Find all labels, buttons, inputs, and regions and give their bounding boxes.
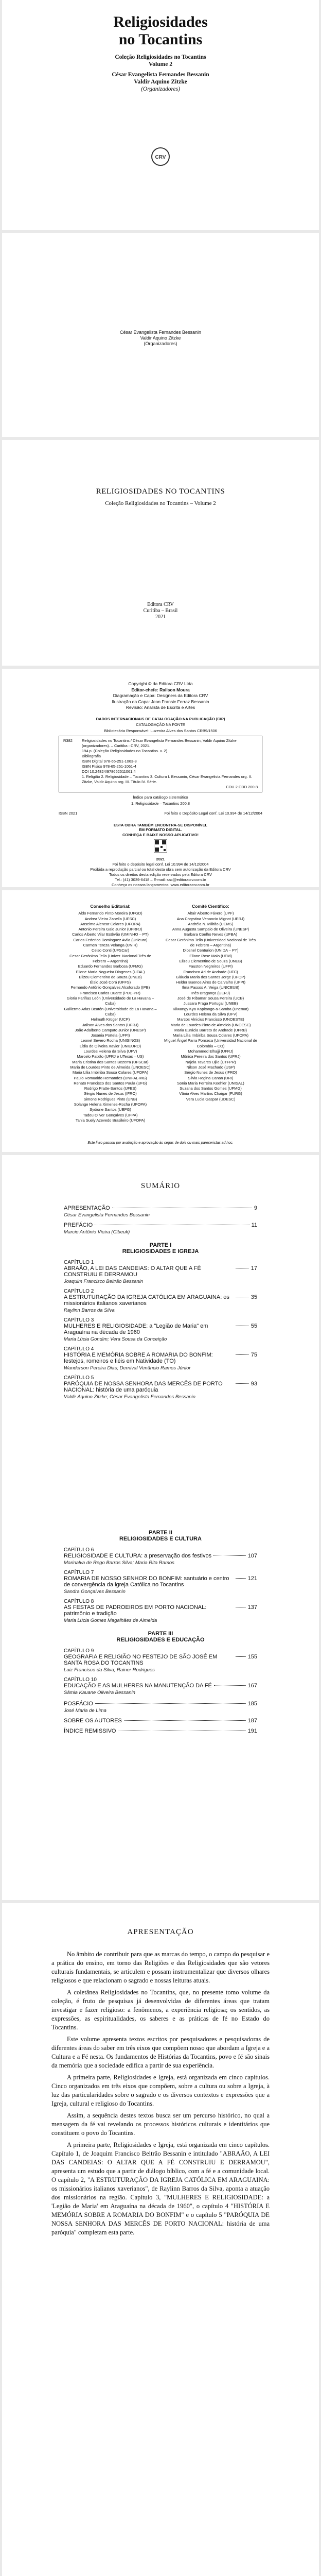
presentation-page	[2, 1903, 319, 2576]
council-member: Lídia de Oliveira Xavier (UNIEURO)	[79, 1043, 141, 1048]
rights-line-1: ESTA OBRA TAMBÉM ENCONTRA-SE DISPONÍVEL	[113, 822, 208, 827]
cip-body-8: CDU 2 CDD 200.8	[226, 785, 258, 789]
toc-entry[interactable]	[64, 1728, 257, 1738]
toc-page-number: 35	[251, 1294, 257, 1300]
cover-title	[2, 13, 319, 48]
council-member: Vera Lucia Gaspar (UDESC)	[186, 1096, 236, 1101]
council-member: Nilson José Machado (USP)	[186, 1064, 235, 1070]
toc-entry[interactable]	[64, 1648, 257, 1673]
presentation-paragraph: Assim, a sequência destes textos busca ser um percurso histórico, no qual a mensagem da fé vai revelando os processos históricos culturais e identitários que constituem o povo do Tocantins.	[51, 2112, 270, 2137]
council-member: Suzana dos Santos Gomes (UFMG)	[180, 1086, 242, 1091]
toc-entry-title: EDUCAÇÃO E AS MULHERES NA MANUTENÇÃO DA FÉ	[64, 1683, 212, 1689]
presentation-paragraph: A primeira parte, Religiosidades e Igreja, está organizada em cinco capítulos. Capítulo 1, de Joaquim Francisco Beltrão Bessanin e intitulado "ABRAÃO, A LEI DAS CANDEIAS: O ALTAR QUE A FÉ CONSTRUIU E DERRAMOU", apresenta um estudo que a partir de diálogo bíblico, com a fé e a comunidade local. O capítulo 2, "A ESTRUTURAÇÃO DA IGREJA CATÓLICA EM ARAGUAINA: os missionários italianos xaverianos", de Raylinn Barros da Silva, aponta a atuação dos missionários na região. Capítulo 3, "MULHERES E RELIGIOSIDADE: a 'Legião de Maria' em Araguaína na década de 1960", o capítulo 4 "HISTÓRIA E MEMÓRIA SOBRE A ROMARIA DO BONFIM" e o capítulo 5 "PARÓQUIA DE NOSSA SENHORA DAS MERCÊS DE PORTO NACIONAL: história de uma paróquia" completam esta parte.	[51, 2141, 270, 2236]
cip-title: DADOS INTERNACIONAIS DE CATALOGAÇÃO NA PUBLICAÇÃO (CIP)	[96, 716, 225, 721]
toc-leader-dots	[236, 1656, 246, 1657]
council-member: Celso Conti (UFSCar)	[92, 948, 129, 953]
toc-entry[interactable]	[64, 1375, 257, 1400]
council-member: Paulo Romualdo Hernandes (UNIFAL-MG)	[74, 1075, 147, 1080]
council-member: Gloria Fariñas León (Universidade de La Havana – Cuba)	[66, 996, 154, 1006]
toc-page-number: 17	[251, 1265, 257, 1272]
cip-body-2: 194 p. (Coleção Religiosidades no Tocantins. v. 2)	[82, 749, 168, 753]
council-member: Helder Buenos Aires de Carvalho (UFPI)	[175, 980, 246, 985]
toc-chapter-number: CAPÍTULO 5	[64, 1375, 94, 1381]
toc-entry-author: Marinalva de Rego Barros Silva; Maria Rita Ramos	[64, 1560, 174, 1566]
cover-title-line2: no Tocantins	[118, 31, 203, 48]
toc-entry-title: GEOGRAFIA E RELIGIÃO NO FESTEJO DE SÃO JOSÉ EM SANTA ROSA DO TOCANTINS	[64, 1654, 218, 1666]
toc-page-number: 55	[251, 1323, 257, 1329]
council-member: Josania Portela (UFPI)	[91, 1033, 130, 1038]
toc-chapter-number: CAPÍTULO 4	[64, 1346, 94, 1352]
toc-leader-dots	[214, 1685, 246, 1686]
contact-line-4: Todos os direitos desta edição reservados pela Editora CRV	[109, 872, 212, 877]
toc-page	[2, 1155, 319, 1900]
index-line: 1. Religiosidade – Tocantins 200.8	[131, 801, 190, 806]
isbn-left: ISBN 2021	[59, 811, 78, 816]
toc-entry-author: José Maria de Lima	[64, 1708, 106, 1714]
council-member: Eliane Rose Maio (UEM)	[189, 953, 232, 958]
toc-entry[interactable]	[64, 1547, 257, 1566]
toc-entry-title: PARÓQUIA DE NOSSA SENHORA DAS MERCÊS DE PORTO NACIONAL: história de uma paróquia	[64, 1381, 223, 1393]
toc-entry-title: POSFÁCIO	[64, 1701, 93, 1707]
title-page	[2, 440, 319, 666]
cover-page	[2, 0, 319, 230]
toc-entry-title: AS FESTAS DE PADROEIROS EM PORTO NACIONAL: patrimônio e tradição	[64, 1604, 207, 1617]
council-member: Aldo Fernando Pinto Moreira (UFGD)	[78, 911, 142, 916]
editorial-council-list	[64, 911, 157, 1123]
toc-chapter-number: CAPÍTULO 7	[64, 1570, 94, 1575]
cip-subtitle: CATALOGAÇÃO NA FONTE	[136, 722, 185, 727]
toc-page-number: 185	[247, 1701, 257, 1707]
council-member: Maria Lília Imbiriba Sousa Colares (UFOPA)	[73, 1070, 148, 1075]
toc-entry-author: Joaquim Francisco Beltrão Bessanin	[64, 1279, 144, 1284]
copyright-line-4: Ilustração da Capa: Jean Fransic Ferraz Bessanin	[112, 699, 209, 704]
cover-title-line1: Religiosidades	[113, 13, 208, 30]
toc-entry-title: SOBRE OS AUTORES	[64, 1718, 122, 1724]
council-member: Anselmo Alencar Colares (UFOPA)	[80, 921, 140, 926]
council-member: Simone Rodrigues Pinto (UNB)	[83, 1096, 137, 1101]
presentation-paragraph: A primeira parte, Religiosidades e Igreja, está organizada em cinco capítulos. Cinco organizados em três eixos que compõem, sobre a cultura ou sobre a Igreja, à luz das particularidades sobre o sagrado e os diversos contextos e expressões que a Igreja, cultural e religioso do Tocantins.	[51, 2074, 270, 2107]
toc-entry[interactable]	[64, 1701, 257, 1714]
scientific-committee-list	[164, 911, 257, 1102]
council-member: Sonia Maria Ferreira Koehler (UNISAL)	[177, 1080, 244, 1086]
council-member: Vânia Alves Martins Chaigar (FURG)	[179, 1091, 242, 1096]
toc-entry[interactable]	[64, 1570, 257, 1595]
title-page-publisher: Editora CRV	[147, 602, 174, 607]
council-member: Maria Lília Imbiriba Sousa Colares (UFOPA)	[173, 1033, 248, 1038]
council-member: Diosnel Centurion (UNIDA – PY)	[183, 948, 239, 953]
council-member: Helmuth Krüger (UCP)	[91, 1017, 130, 1022]
toc-part1-title: RELIGIOSIDADES E IGREJA	[122, 1248, 199, 1255]
presentation-paragraph: A coletânea Religiosidades no Tocantins, que, no presente tomo volume da coleção, é fruto de pesquisas já desenvolvidas de diferentes áreas que tratam investigar e fazer religioso: a fenômenos, a experiência religiosa; os sentidos, as expressões, as espiritualidades, os saberes e as práticas de fé no Estado do Tocantins.	[51, 1989, 270, 2031]
title-page-subtitle: Coleção Religiosidades no Tocantins – Volume 2	[105, 500, 216, 506]
toc-page-number: 121	[247, 1575, 257, 1582]
council-member: Silvia Regina Canan (URI)	[188, 1075, 234, 1080]
toc-entry-author: Valdir Aquino Zitzke; César Evangelista Fernandes Bessanin	[64, 1394, 195, 1400]
toc-entry-title: ROMARIA DE NOSSO SENHOR DO BONFIM: santuário e centro de convergência da igreja Católica no Tocantins	[64, 1575, 229, 1588]
council-member: Cesar Gerónimo Tello (Univer. Nacional Três de Febrero – Argentina)	[69, 953, 151, 963]
toc-entry-author: Raylinn Barros da Silva	[64, 1308, 115, 1313]
council-member: Anna Augusta Sampaio de Oliveira (UNESP)	[172, 927, 249, 932]
council-member: Marcelo Paixão (UFRJ e UTexas – US)	[77, 1054, 144, 1059]
council-member: Maria Eurácia Barreto de Andrade (UFRB)	[174, 1027, 247, 1032]
toc-page-number: 187	[247, 1718, 257, 1724]
council-member: Leonel Severo Rocha (UNISINOS)	[80, 1038, 140, 1043]
toc-part1-label: PARTE I	[149, 1242, 172, 1248]
cip-body-7: 1. Religião 2. Religiosidade – Tocantins 3. Cultura I. Bessanin, César Evangelista Fernandes org. II. Zitzke, Valdir Aquino org. III. Título IV. Série.	[82, 774, 252, 784]
toc-chapter-number: CAPÍTULO 10	[64, 1677, 97, 1683]
council-member: Sydione Santos (UEPG)	[90, 1107, 131, 1112]
council-member: Ana Chrystina Venancio Mignot (UERJ)	[176, 916, 245, 921]
toc-entry-title: RELIGIOSIDADE E CULTURA: a preservação dos festivos	[64, 1553, 212, 1559]
editorial-council-title: Conselho Editorial:	[90, 904, 131, 909]
contact-line-2: Foi feito o depósito legal conf. Lei 10.994 de 14/12/2004	[112, 862, 209, 867]
toc-entry-author: Marcio Antônio Vieira (Cibeuk)	[64, 1229, 130, 1235]
toc-part3-label: PARTE III	[148, 1631, 173, 1637]
councils-page	[2, 890, 319, 1152]
toc-page-number: 75	[251, 1352, 257, 1358]
presentation-title: APRESENTAÇÃO	[127, 1928, 194, 1936]
copyright-page	[2, 669, 319, 887]
toc-chapter-number: CAPÍTULO 8	[64, 1599, 94, 1604]
council-member: Rodrigo Pratte-Santos (UFES)	[84, 1086, 137, 1091]
council-member: Solange Helena Ximenes-Rocha (UFOPA)	[74, 1101, 147, 1107]
rights-line-2: EM FORMATO DIGITAL.	[138, 827, 183, 832]
toc-entry[interactable]	[64, 1599, 257, 1623]
cip-body-5: ISBN Físico 978-65-251-1061-4	[82, 764, 136, 769]
council-member: Lourdes Helena da Silva (UFV)	[83, 1049, 137, 1054]
title-page-title: RELIGIOSIDADES NO TOCANTINS	[96, 487, 225, 496]
toc-entry[interactable]	[64, 1205, 257, 1218]
cip-body-1: Religiosidades no Tocantins / César Evangelista Fernandes Bessanin, Valdir Aquino Zitzke (organizadores). – Curitiba : CRV, 2021.	[82, 738, 237, 748]
toc-page-number: 191	[247, 1728, 257, 1734]
council-member: Najela Tavares Ujiie (UTFPR)	[185, 1059, 236, 1064]
rights-line-3: CONHEÇA E BAIXE NOSSO APLICATIVO!	[122, 832, 199, 837]
toc-chapter-number: CAPÍTULO 1	[64, 1260, 94, 1265]
cip-librarian: Bibliotecária Responsável: Luzenira Alves dos Santos CRB9/1506	[104, 728, 217, 733]
council-member: Maria de Lourdes Pinto de Almeida (UNOESC)	[170, 1022, 251, 1027]
council-member: Carlos Federico Dominguez Avila (Unieuro)	[73, 937, 148, 942]
council-member: Marcos Vinicius Francisco (UNOESTE)	[177, 1017, 244, 1022]
council-member: Kilwangy Kya Kapitango-a-Samba (Unemat)	[172, 1006, 249, 1011]
copyright-line-2: Editor-chefe: Railson Moura	[131, 687, 190, 692]
cover-logo-icon	[150, 146, 171, 167]
toc-entry-author: Sâmia Kauane Oliveira Bessanin	[64, 1690, 135, 1696]
council-member: Elione Maria Nogueira Diogenes (UFAL)	[76, 969, 145, 974]
toc-entry-title: A ESTRUTURAÇÃO DA IGREJA CATÓLICA EM ARAGUAINA: os missionários italianos xaverianos	[64, 1294, 229, 1307]
contact-line-3: Proibida a reprodução parcial ou total desta obra sem autorização da Editora CRV	[90, 867, 231, 872]
toc-page-number: 137	[247, 1604, 257, 1611]
toc-chapter-number: CAPÍTULO 2	[64, 1289, 94, 1294]
council-member: Renato Francisco dos Santos Paula (UFG)	[74, 1080, 147, 1086]
toc-entry[interactable]	[64, 1222, 257, 1235]
toc-entry-author: Sandra Gonçalves Bessanin	[64, 1589, 126, 1595]
council-member: Mohammed Elhajji (UFRJ)	[188, 1049, 234, 1054]
council-member: Tania Suely Azevedo Brasileiro (UFOPA)	[75, 1117, 146, 1123]
toc-entry-author: Maria Lúcia Gomes Magalhães de Almeida	[64, 1618, 157, 1623]
toc-entry[interactable]	[64, 1346, 257, 1371]
toc-entry-author: César Evangelista Fernandes Bessanin	[64, 1212, 150, 1218]
toc-page-number: 9	[254, 1205, 257, 1211]
cover-logo-text: CRV	[155, 155, 166, 160]
toc-page-number: 107	[247, 1553, 257, 1559]
council-member: Míguel Ángel Parra Fonseca (Universidad Nacional de Colombia – CO)	[164, 1038, 257, 1048]
contact-line-5: Tel.: (41) 3039-6418 – E-mail: sac@editoracrv.com.br	[115, 877, 206, 882]
copyright-line-1: Copyright © da Editora CRV Ltda	[128, 681, 193, 686]
toc-entry-title: HISTÓRIA E MEMÓRIA SOBRE A ROMARIA DO BONFIM: festejos, romeiros e fiéis em Natividade (TO)	[64, 1352, 213, 1364]
half-title-editor-2: Valdir Aquino Zitzke	[140, 335, 181, 341]
toc-entry-title: MULHERES E RELIGIOSIDADE: a "Legião de Maria" em Araguaína na década de 1960	[64, 1323, 208, 1335]
presentation-paragraph: No âmbito de contribuir para que as marcas do tempo, o campo do pesquisar e a prática do ensino, em torno das Religiões e das Religiosidades que são vetores culturais fundamentais, se articulem e possam instrumentalizar que diversos olhares religiosos e que relacionam o sagrado e nossas leituras atuais.	[51, 1951, 270, 1984]
toc-chapter-number: CAPÍTULO 3	[64, 1317, 94, 1323]
toc-entry-title: APRESENTAÇÃO	[64, 1205, 110, 1211]
scientific-committee-title: Comitê Científico:	[192, 904, 229, 909]
council-member: Carmen Tereza Velanga (UNIR)	[83, 943, 138, 948]
council-member: Barbara Coelho Neves (UFBA)	[184, 932, 237, 937]
council-member: João Adalberto Campato Junior (UNESP)	[75, 1027, 146, 1032]
toc-leader-dots	[236, 1578, 246, 1579]
council-member: Élsio José Corá (UFFS)	[90, 980, 131, 985]
toc-part2-label: PARTE II	[149, 1530, 172, 1536]
toc-page-number: 167	[247, 1683, 257, 1689]
council-member: Eduardo Fernandes Barbosa (UFMG)	[78, 964, 143, 969]
council-member: Gláucia Maria dos Santos Jorge (UFOP)	[176, 974, 245, 979]
toc-entry[interactable]	[64, 1317, 257, 1342]
toc-leader-dots	[213, 1555, 246, 1556]
toc-leader-dots	[95, 1703, 246, 1704]
toc-entry[interactable]	[64, 1260, 257, 1284]
council-member: Lourdes Helena da Silva (UFV)	[184, 1011, 238, 1016]
council-member: Francisco Ari de Andrade (UFC)	[183, 969, 238, 974]
toc-chapter-number: CAPÍTULO 6	[64, 1547, 94, 1553]
cover-editor-2: Valdir Aquino Zitzke	[134, 79, 187, 85]
toc-leader-dots	[236, 1354, 249, 1355]
council-member: Francisco Carlos Duarte (PUC-PR)	[80, 990, 140, 995]
toc-part3-title: RELIGIOSIDADES E EDUCAÇÃO	[116, 1637, 205, 1643]
cip-box	[59, 736, 262, 792]
cip-code: R382	[63, 738, 73, 743]
index-title: Índice para catálogo sistemático	[133, 795, 188, 800]
council-member: Ilma Passos A. Veiga (UNICEUB)	[182, 985, 240, 990]
council-member: Maria de Lourdes Pinto de Almeida (UNOESC)	[70, 1064, 151, 1070]
council-member: Mônica Pereira dos Santos (UFRJ)	[181, 1054, 241, 1059]
contact-line-6: Conheça os nossos lançamentos: www.editoracrv.com.br	[112, 883, 209, 887]
toc-entry[interactable]	[64, 1289, 257, 1313]
toc-page-number: 11	[251, 1222, 257, 1228]
cip-body-3: Bibliografia	[82, 754, 101, 758]
council-member: Elizeu Clementino de Souza (UNEB)	[79, 974, 142, 979]
toc-entry[interactable]	[64, 1718, 257, 1728]
council-member: Andréia N. Militão (UEMS)	[188, 921, 234, 926]
council-member: Guillermo Arias Beatón (Universidade de La Havana – Cuba)	[64, 1006, 157, 1016]
council-member: Elizeu Clementino de Souza (UNEB)	[179, 958, 242, 963]
cover-collection: Coleção Religiosidades no Tocantins	[115, 54, 206, 60]
council-member: Carlos Alberto Vilar Estêvão (UMINHO – PT)	[72, 932, 149, 937]
council-member: Andrea Vieira Zanella (UFSC)	[84, 916, 136, 921]
council-member: Antonio Pereira Gaio Junior (UFRRJ)	[78, 927, 142, 932]
toc-leader-dots	[236, 1383, 249, 1384]
council-member: Inês Bragança (UERJ)	[191, 990, 230, 995]
toc-part2-title: RELIGIOSIDADES E CULTURA	[119, 1536, 202, 1542]
toc-entry-author: Luiz Francisco da Silva; Rainer Rodrigues	[64, 1667, 155, 1673]
cover-volume: Volume 2	[149, 61, 172, 67]
toc-entry-title: PREFÁCIO	[64, 1222, 93, 1228]
toc-page-number: 155	[247, 1654, 257, 1660]
title-page-year: 2021	[155, 614, 166, 620]
council-member: Tadeu Oliver Gonçalves (UFPA)	[83, 1112, 138, 1117]
toc-chapter-number: CAPÍTULO 9	[64, 1648, 94, 1654]
toc-entry[interactable]	[64, 1677, 257, 1696]
council-member: Fauston Negreiros (UFPI)	[188, 964, 233, 969]
copyright-line-5: Revisão: Analista de Escrita e Artes	[126, 705, 195, 710]
toc-entry-author: Maria Lúcia Gondim; Vera Sousa da Conceição	[64, 1336, 167, 1342]
toc-entry-title: ÍNDICE REMISSIVO	[64, 1728, 116, 1734]
toc-leader-dots	[124, 1720, 246, 1721]
qr-code-icon	[154, 839, 167, 853]
presentation-paragraph: Este volume apresenta textos escritos por pesquisadores e pesquisadoras de diferentes áreas do saber em três eixos que compõem nosso que abordam a Igreja e a Cultura e a Fé nesta. Os fundamentos de Histórias da Tocantins, povo e fé são sinais da memória que a sociedade edifica a partir de sua experiência.	[51, 2036, 270, 2069]
council-member: Maria Cristina dos Santos Bezerra (UFSCar)	[72, 1059, 149, 1064]
council-member: Altair Alberto Fávero (UPF)	[187, 911, 234, 916]
council-member: Fernando Antônio Gonçalves Alcoforado (IPB)	[70, 985, 150, 990]
council-member: Sérgio Nunes de Jesus (IFRO)	[84, 1091, 137, 1096]
cover-editors-role: (Organizadores)	[141, 86, 180, 92]
council-member: Cesar Gerónimo Tello (Universidad Nacional de Três de Febrero – Argentina)	[166, 937, 256, 948]
cip-body-4: ISBN Digital 978-65-251-1063-8	[82, 759, 137, 764]
toc-page-number: 93	[251, 1381, 257, 1387]
half-title-role: (Organizadores)	[144, 341, 177, 346]
cover-editor-1: César Evangelista Fernandes Bessanin	[112, 72, 209, 78]
toc-entry-author: Wanderson Pereira Dias; Dernival Venâncio Ramos Júnior	[64, 1365, 191, 1371]
toc-title: SUMÁRIO	[140, 1182, 181, 1190]
copyright-line-3: Diagramação e Capa: Designers da Editora CRV	[113, 693, 208, 698]
contact-line-1: 2021	[156, 857, 165, 861]
council-member: Jailson Alves dos Santos (UFRJ)	[82, 1022, 139, 1027]
isbn-right: Foi feito o Depósito Legal conf. Lei 10.994 de 14/12/2004	[164, 811, 262, 816]
title-page-city: Curitiba – Brasil	[143, 608, 178, 614]
toc-entry-title: ABRAÃO, A LEI DAS CANDEIAS: O ALTAR QUE A FÉ CONSTRUIU E DERRAMOU	[64, 1265, 201, 1278]
cip-body-6: DOI 10.24824/978652511061.4	[82, 769, 136, 774]
council-member: José de Ribamar Sousa Pereira (UCB)	[177, 996, 244, 1001]
council-member: Jussara Fraga Portugal (UNEB)	[183, 1001, 238, 1006]
half-title-editor-1: César Evangelista Fernandes Bessanin	[119, 330, 202, 335]
council-member: Sérgio Nunes de Jesus (IFRO)	[184, 1070, 237, 1075]
half-title-page	[2, 233, 319, 437]
peer-review-note: Este livro passou por avaliação e aprovação às cegas de dois ou mais pareceristas ad hoc.	[87, 1141, 234, 1145]
